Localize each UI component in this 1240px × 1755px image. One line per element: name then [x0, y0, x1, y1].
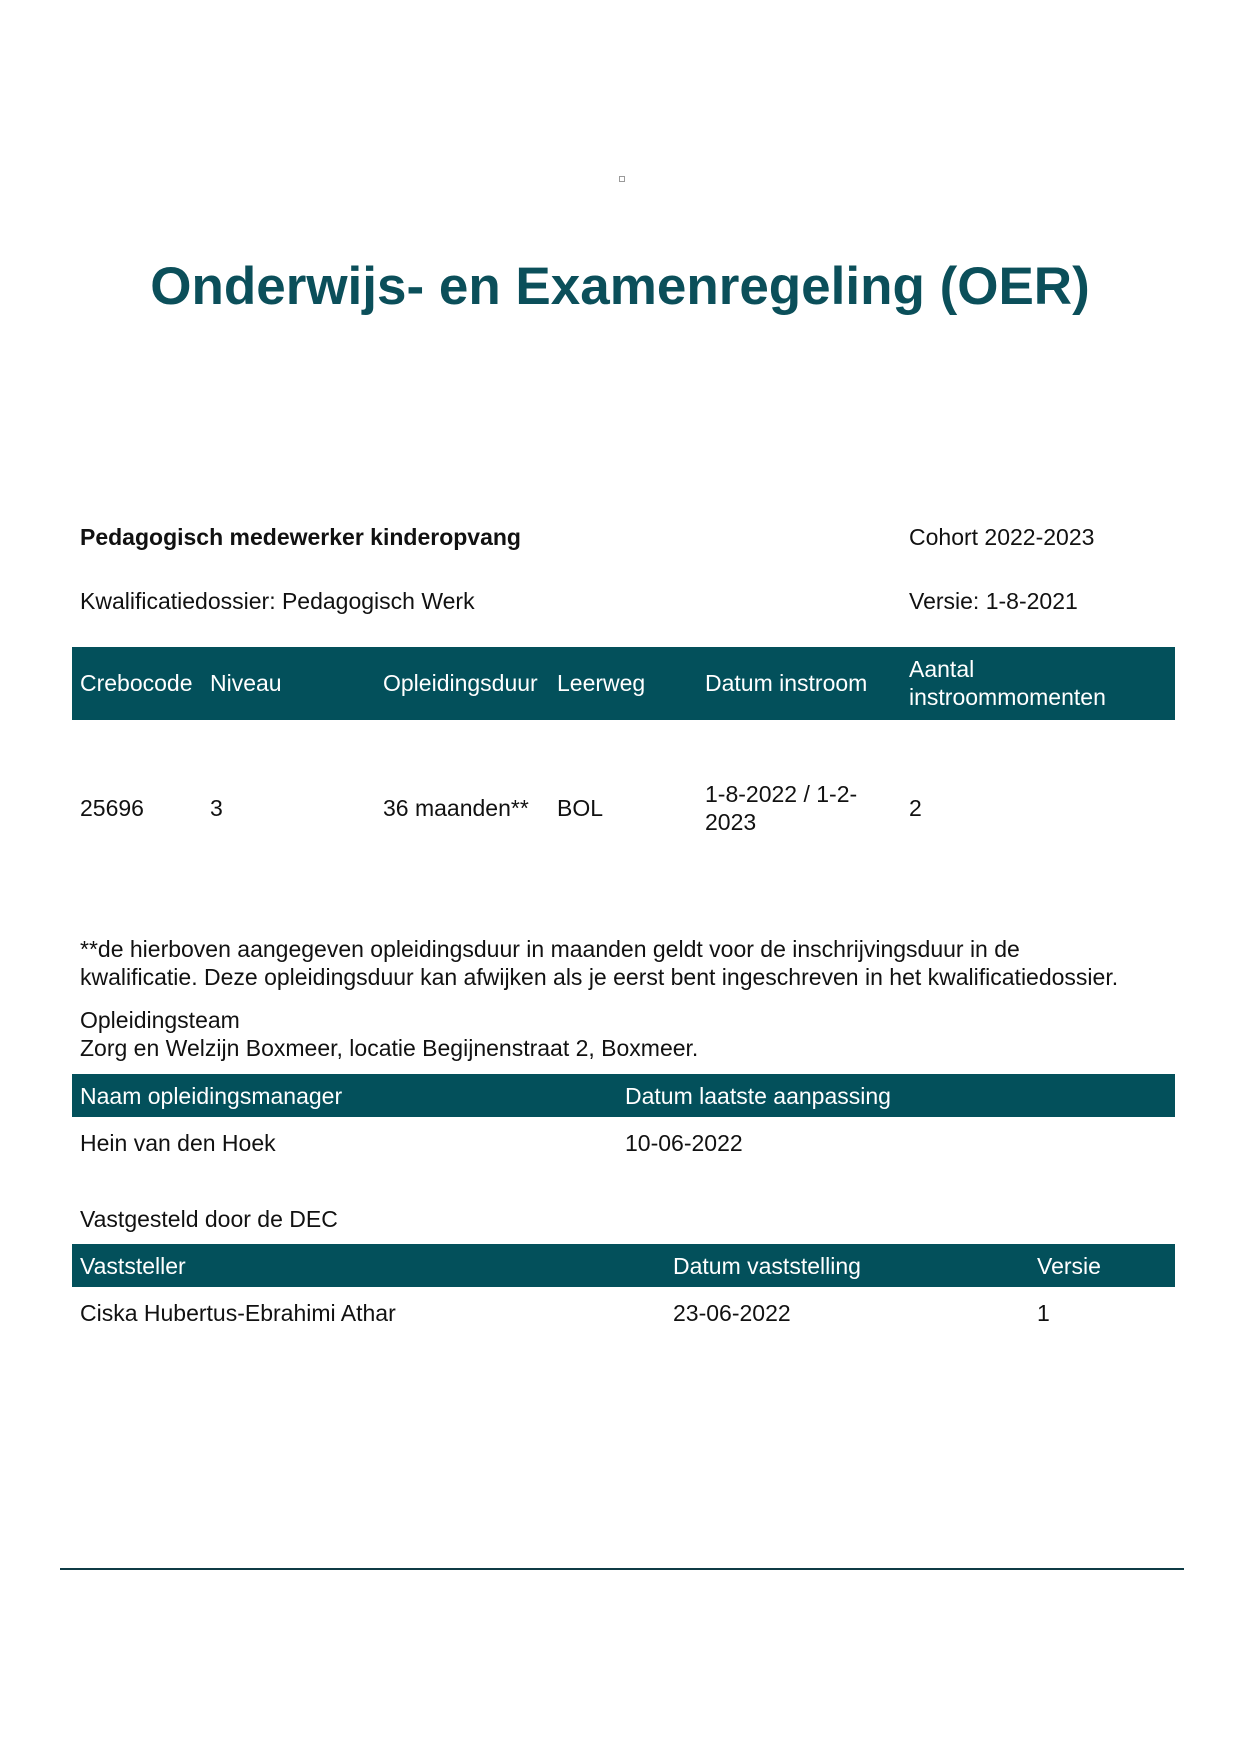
manager-table-header	[72, 1074, 1175, 1117]
cell-manager-datum: 10-06-2022	[625, 1130, 743, 1156]
program-name: Pedagogisch medewerker kinderopvang	[80, 524, 521, 550]
header-datum-instroom: Datum instroom	[705, 670, 868, 696]
cohort-label: Cohort 2022-2023	[909, 524, 1095, 550]
cell-datum-line1: 1-8-2022 / 1-2-	[705, 781, 858, 807]
cell-datum-line2: 2023	[705, 809, 757, 835]
header-versie: Versie	[1037, 1253, 1101, 1279]
header-niveau: Niveau	[210, 670, 282, 696]
duration-footnote	[80, 935, 1170, 991]
footnote-line1: **de hierboven aangegeven opleidingsduur in maanden geldt voor de inschrijvingsduur in de	[80, 936, 1020, 962]
cell-versie: 1	[1037, 1300, 1050, 1326]
header-crebocode: Crebocode	[80, 670, 193, 696]
header-leerweg: Leerweg	[557, 670, 646, 696]
dec-table-header	[72, 1244, 1175, 1287]
header-datum-laatste-aanpassing: Datum laatste aanpassing	[625, 1083, 891, 1109]
cell-vaststeller: Ciska Hubertus-Ebrahimi Athar	[80, 1300, 396, 1326]
cell-niveau: 3	[210, 795, 223, 821]
program-table-header	[72, 647, 1175, 720]
cell-aantal: 2	[909, 795, 922, 821]
qualification-file: Kwalificatiedossier: Pedagogisch Werk	[80, 588, 475, 614]
header-opleidingsduur: Opleidingsduur	[383, 670, 538, 696]
document-title: Onderwijs- en Examenregeling (OER)	[150, 257, 1090, 316]
cell-crebocode: 25696	[80, 795, 144, 821]
version-label: Versie: 1-8-2021	[909, 588, 1078, 614]
cell-leerweg: BOL	[557, 795, 604, 821]
header-aantal-line2: instroommomenten	[909, 684, 1106, 710]
dec-label: Vastgesteld door de DEC	[80, 1206, 338, 1232]
header-aantal-line1: Aantal	[909, 656, 975, 682]
footer-divider	[60, 1568, 1184, 1570]
cell-manager-naam: Hein van den Hoek	[80, 1130, 276, 1156]
cell-datum-vaststelling: 23-06-2022	[673, 1300, 791, 1326]
team-value: Zorg en Welzijn Boxmeer, locatie Begijnenstraat 2, Boxmeer.	[80, 1035, 699, 1061]
header-datum-vaststelling: Datum vaststelling	[673, 1253, 861, 1279]
footnote-line2: kwalificatie. Deze opleidingsduur kan afwijken als je eerst bent ingeschreven in het kwalificatiedossier.	[80, 964, 1119, 990]
team-label: Opleidingsteam	[80, 1007, 240, 1033]
header-vaststeller: Vaststeller	[80, 1253, 186, 1279]
header-naam-opleidingsmanager: Naam opleidingsmanager	[80, 1083, 343, 1109]
cell-opleidingsduur: 36 maanden**	[383, 795, 529, 821]
logo-placeholder-icon	[619, 176, 625, 182]
